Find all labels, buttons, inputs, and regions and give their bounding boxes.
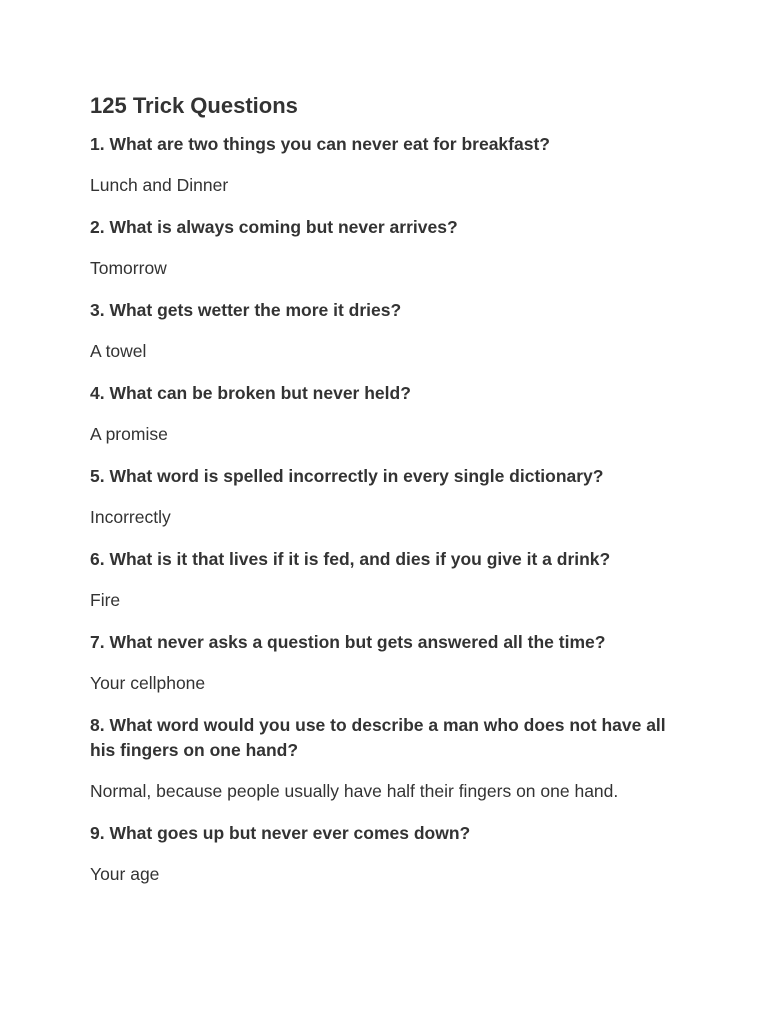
answer-text: Tomorrow (90, 258, 167, 278)
answer-text: Your cellphone (90, 673, 206, 693)
question-text: 7. What never asks a question but gets answered all the time? (90, 632, 606, 652)
question-text: 5. What word is spelled incorrectly in every single dictionary? (90, 466, 604, 486)
answer-text: A towel (90, 341, 147, 361)
question-text: 4. What can be broken but never held? (90, 383, 411, 403)
question-text: 9. What goes up but never ever comes down? (90, 823, 471, 843)
question-text: 3. What gets wetter the more it dries? (90, 300, 402, 320)
qa-item-7 (90, 630, 678, 696)
answer-text: Incorrectly (90, 507, 171, 527)
qa-item-4 (90, 381, 678, 447)
qa-item-3 (90, 298, 678, 364)
answer-text: Lunch and Dinner (90, 175, 229, 195)
qa-item-6 (90, 547, 678, 613)
answer-text: Normal, because people usually have half their fingers on one hand. (90, 781, 619, 801)
qa-item-5 (90, 464, 678, 530)
question-text: 2. What is always coming but never arrives? (90, 217, 458, 237)
qa-item-8 (90, 713, 678, 804)
qa-item-9 (90, 821, 678, 887)
question-text: 1. What are two things you can never eat for breakfast? (90, 134, 550, 154)
question-text: 8. What word would you use to describe a man who does not have all his fingers on one hand? (90, 715, 666, 760)
qa-item-1 (90, 132, 678, 198)
answer-text: Fire (90, 590, 121, 610)
answer-text: Your age (90, 864, 160, 884)
document-title: 125 Trick Questions (90, 93, 298, 118)
qa-item-2 (90, 215, 678, 281)
answer-text: A promise (90, 424, 168, 444)
question-text: 6. What is it that lives if it is fed, and dies if you give it a drink? (90, 549, 611, 569)
